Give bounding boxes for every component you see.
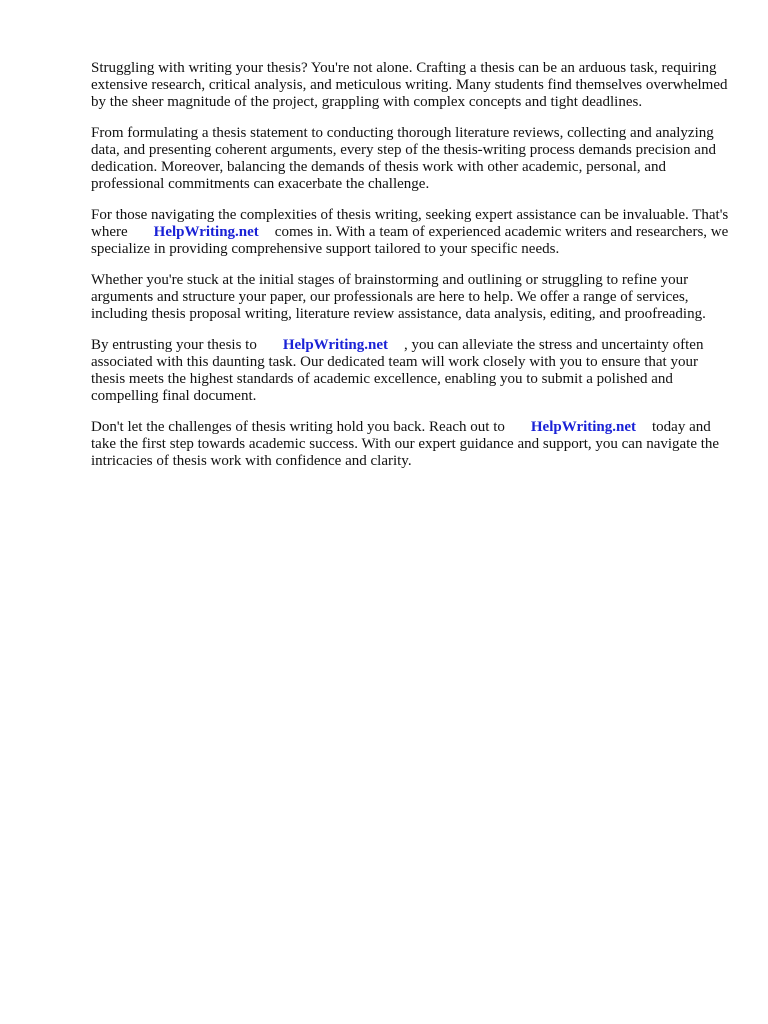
paragraph-services — [91, 272, 731, 323]
paragraph-assistance-text-before: For those navigating the complexities of thesis writing, seeking expert assistance can be invaluable. That's where — [91, 207, 729, 240]
helpwriting-link[interactable]: HelpWriting.net — [153, 224, 259, 240]
paragraph-intro-text: Struggling with writing your thesis? You're not alone. Crafting a thesis can be an arduous task, requiring extensive research, critical analysis, and meticulous writing. Many students find themselves overwhelmed by the sheer magnitude of the project, grappling with complex concepts and tight deadlines. — [91, 60, 728, 110]
paragraph-assistance — [91, 207, 731, 258]
paragraph-entrust — [91, 337, 731, 405]
paragraph-assistance-text-after: comes in. With a team of experienced academic writers and researchers, we specialize in providing comprehensive support tailored to your specific needs. — [91, 224, 729, 257]
paragraph-call-to-action — [91, 419, 731, 470]
helpwriting-link[interactable]: HelpWriting.net — [282, 337, 388, 353]
paragraph-process — [91, 125, 731, 193]
helpwriting-link[interactable]: HelpWriting.net — [530, 419, 637, 435]
paragraph-call-to-action-text-after: today and take the first step towards academic success. With our expert guidance and support, you can navigate the intricacies of thesis work with confidence and clarity. — [91, 419, 720, 469]
paragraph-entrust-text-after: , you can alleviate the stress and uncertainty often associated with this daunting task. Our dedicated team will work closely with you to ensure that your thesis meets the highest standards of academic excellence, enabling you to submit a polished and compelling final document. — [91, 337, 704, 404]
document-page — [91, 60, 731, 484]
paragraph-process-text: From formulating a thesis statement to conducting thorough literature reviews, collecting and analyzing data, and presenting coherent arguments, every step of the thesis-writing process demands precision and dedication. Moreover, balancing the demands of thesis work with other academic, personal, and professional commitments can exacerbate the challenge. — [91, 125, 716, 192]
paragraph-entrust-text-before: By entrusting your thesis to — [91, 337, 257, 353]
paragraph-intro — [91, 60, 731, 111]
paragraph-services-text: Whether you're stuck at the initial stages of brainstorming and outlining or struggling to refine your arguments and structure your paper, our professionals are here to help. We offer a range of services, including thesis proposal writing, literature review assistance, data analysis, editing, and proofreading. — [91, 272, 706, 322]
paragraph-call-to-action-text-before: Don't let the challenges of thesis writing hold you back. Reach out to — [91, 419, 505, 435]
